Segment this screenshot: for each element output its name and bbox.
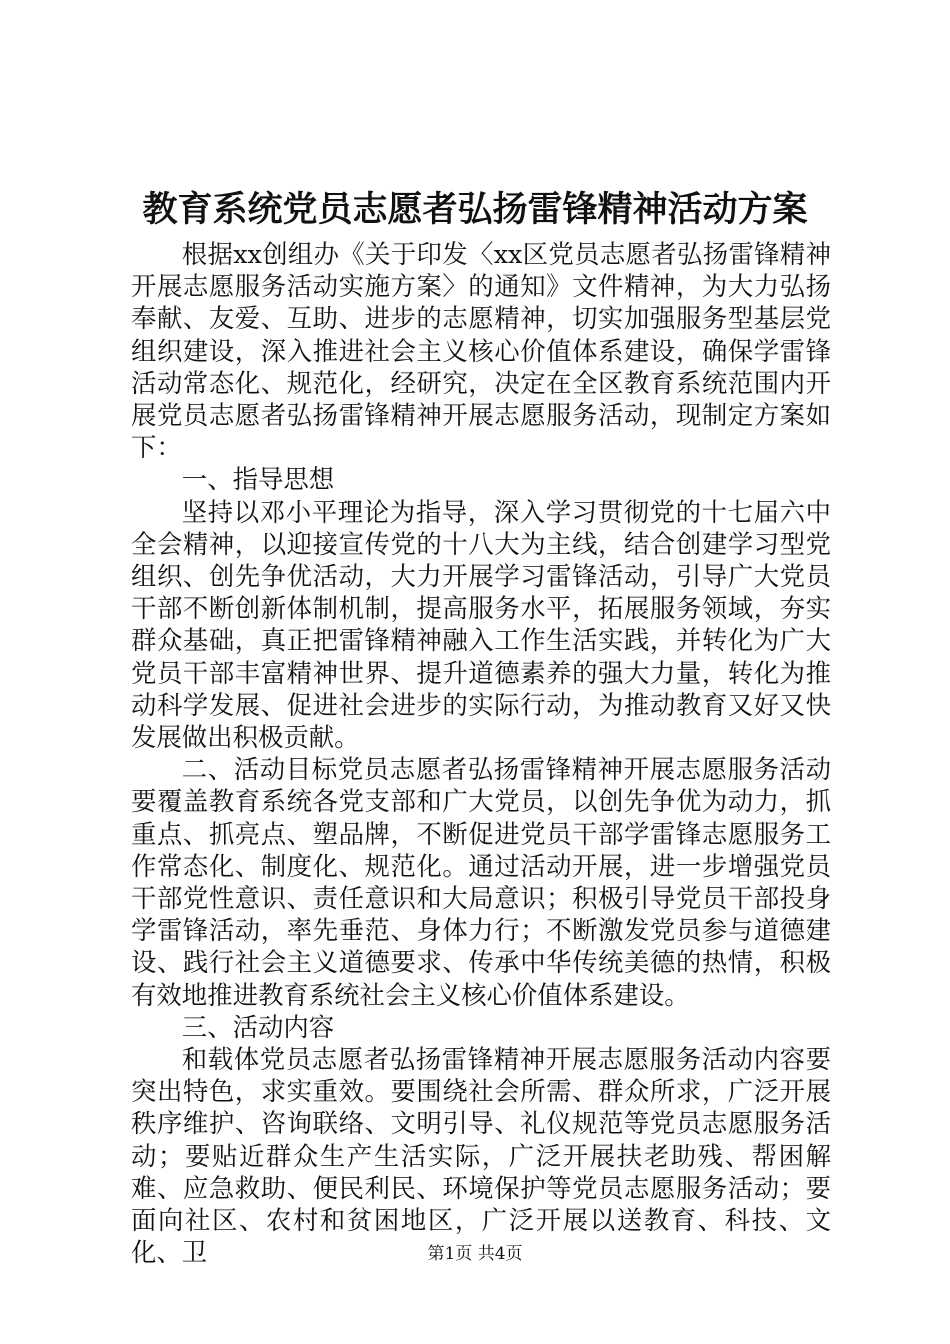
document-body bbox=[131, 238, 831, 1269]
heading-guiding-ideology: 一、指导思想 bbox=[181, 464, 335, 495]
paragraph-guiding-ideology: 坚持以邓小平理论为指导，深入学习贯彻党的十七届六中全会精神，以迎接宣传党的十八大为主线，结合创建学习型党组织、创先争优活动，大力开展学习雷锋活动，引导广大党员干部不断创新体制机制，提高服务水平，拓展服务领域，夯实群众基础，真正把雷锋精神融入工作生活实践，并转化为广大党员干部丰富精神世界、提升道德素养的强大力量，转化为推动科学发展、促进社会进步的实际行动，为推动教育又好又快发展做出积极贡献。 bbox=[131, 496, 831, 753]
document-title: 教育系统党员志愿者弘扬雷锋精神活动方案 bbox=[142, 189, 808, 230]
heading-activity-content: 三、活动内容 bbox=[181, 1011, 335, 1042]
paragraph-activity-goals: 二、活动目标党员志愿者弘扬雷锋精神开展志愿服务活动要覆盖教育系统各党支部和广大党员，以创先争优为动力，抓重点、抓亮点、塑品牌，不断促进党员干部学雷锋志愿服务工作常态化、制度化、规范化。通过活动开展，进一步增强党员干部党性意识、责任意识和大局意识；积极引导党员干部投身学雷锋活动，率先垂范、身体力行；不断激发党员参与道德建设、践行社会主义道德要求、传承中华传统美德的热情，积极有效地推进教育系统社会主义核心价值体系建设。 bbox=[131, 754, 831, 1010]
paragraph-intro: 根据xx创组办《关于印发〈xx区党员志愿者弘扬雷锋精神开展志愿服务活动实施方案〉的通知》文件精神，为大力弘扬奉献、友爱、互助、进步的志愿精神，切实加强服务型基层党组织建设，深入推进社会主义核心价值体系建设，确保学雷锋活动常态化、规范化，经研究，决定在全区教育系统范围内开展党员志愿者弘扬雷锋精神开展志愿服务活动，现制定方案如下： bbox=[131, 239, 831, 463]
paragraph-activity-content: 和载体党员志愿者弘扬雷锋精神开展志愿服务活动内容要突出特色，求实重效。要围绕社会所需、群众所求，广泛开展秩序维护、咨询联络、文明引导、礼仪规范等党员志愿服务活动；要贴近群众生产生活实际，广泛开展扶老助残、帮困解难、应急救助、便民利民、环境保护等党员志愿服务活动；要面向社区、农村和贫困地区，广泛开展以送教育、科技、文化、卫 bbox=[131, 1044, 831, 1268]
page-number: 第1页 共4页 bbox=[427, 1244, 523, 1264]
